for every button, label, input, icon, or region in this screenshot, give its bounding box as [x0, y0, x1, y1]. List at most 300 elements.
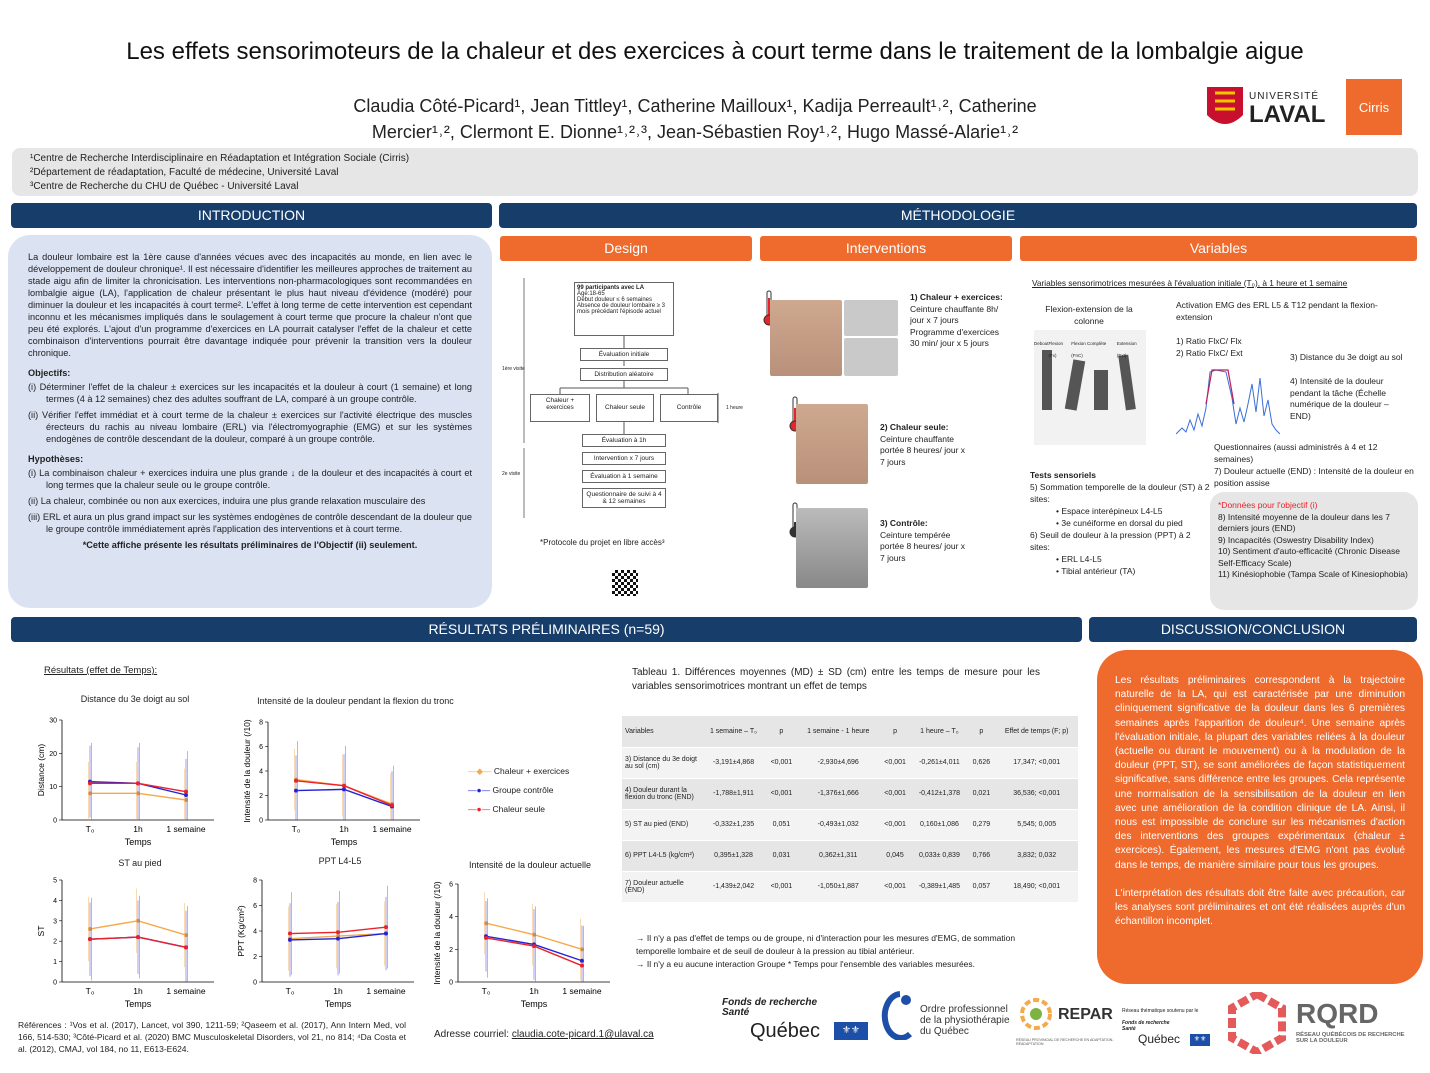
reseau-fleur-de-lis-icon: ⚜⚜ — [1190, 1034, 1210, 1046]
table-cell: -2,930±4,696 — [798, 747, 879, 778]
series-line-1 — [90, 782, 186, 795]
x-tick-label: 1h — [333, 986, 343, 996]
authors-line-2: Mercier¹˒², Clermont E. Dionne¹˒²˒³, Jean-Sébastien Roy¹˒², Hugo Massé-Alarie¹˒² — [371, 122, 1019, 142]
legend-heat-label: Chaleur seule — [492, 804, 545, 814]
emg-title: Activation EMG des ERL L5 & T12 pendant la flexion-extension — [1176, 300, 1378, 322]
table-cell: 0,766 — [967, 840, 995, 871]
x-axis-label: Temps — [124, 837, 152, 847]
variable-4: 4) Intensité de la douleur pendant la tâche (Échelle numérique de la douleur – END) — [1290, 376, 1389, 421]
table-cell: -1,050±1,887 — [798, 871, 879, 902]
y-tick-label: 0 — [259, 817, 263, 825]
table-cell: 0,045 — [879, 840, 912, 871]
y-tick-label: 0 — [253, 979, 257, 987]
table-cell: <0,001 — [765, 871, 798, 902]
table-header-cell: 1 heure – T₀ — [911, 716, 967, 747]
table-row — [622, 871, 1078, 902]
rqrd-logo — [1226, 992, 1416, 1052]
y-tick-label: 2 — [449, 946, 453, 954]
table-cell: 0,160±1,086 — [911, 809, 967, 840]
legend-control-label: Groupe contrôle — [492, 785, 554, 795]
data-point — [184, 945, 188, 949]
series-line-1 — [90, 937, 186, 947]
table-note-2: → Il n'y a eu aucune interaction Groupe * Temps pour l'ensemble des variables mesurées. — [636, 959, 976, 969]
results-subtitle: Résultats (effet de Temps): — [44, 665, 158, 676]
design-header: Design — [500, 236, 752, 261]
table-header-cell: 1 semaine - 1 heure — [798, 716, 879, 747]
sensory-tests-title: Tests sensoriels — [1030, 470, 1096, 480]
table-cell: 36,536; <0,001 — [995, 778, 1078, 809]
objective-i-box — [1210, 492, 1418, 610]
series-line-2 — [290, 927, 386, 933]
oppq-line-3: du Québec — [920, 1026, 969, 1037]
x-tick-label: T₀ — [85, 824, 95, 834]
x-tick-label: 1h — [339, 824, 349, 834]
group-heat-box: Chaleur seule — [596, 394, 654, 422]
variable-8: 8) Intensité moyenne de la douleur dans les 7 derniers jours (END) — [1218, 511, 1391, 533]
frqs-logo — [722, 998, 872, 1048]
photo-exercise-1 — [844, 300, 898, 336]
data-point — [136, 781, 140, 785]
hypothesis-3: (iii) ERL et aura un plus grand impact sur les systèmes endogènes de contrôle descendant de la douleur que le groupe contrôle immédiatement après l'application des interventions et à court terme. — [28, 512, 472, 534]
legend-heat: —●— Chaleur seule — [468, 804, 545, 814]
series-line-2 — [486, 938, 582, 966]
email-line — [434, 1029, 654, 1040]
poster-title: Les effets sensorimoteurs de la chaleur et des exercices à court terme dans le traitement de la lombalgie aigue — [126, 38, 1304, 65]
oppq-text — [920, 1004, 1010, 1037]
repar-subtext: RÉSEAU PROVINCIAL DE RECHERCHE EN ADAPTATION-RÉADAPTATION — [1016, 1038, 1114, 1046]
flex-ext-title: Flexion-extension de la colonne — [1045, 304, 1133, 326]
table-cell: 3,832; 0,032 — [995, 840, 1078, 871]
series-line-2 — [296, 781, 392, 806]
data-point — [384, 932, 388, 936]
visit-1-label: 1ère visite — [502, 366, 525, 372]
interventions-header: Interventions — [760, 236, 1012, 261]
y-axis-label: Intensité de la douleur (/10) — [432, 881, 442, 985]
y-axis-label: PPT (Kg/cm²) — [236, 905, 246, 957]
y-tick-label: 5 — [53, 877, 57, 885]
x-tick-label: T₀ — [481, 986, 491, 996]
fleur-de-lis-icon: ⚜⚜ — [834, 1022, 868, 1040]
series-line-1 — [486, 936, 582, 961]
table-cell: 0,031 — [765, 840, 798, 871]
table-header-cell: Effet de temps (F; p) — [995, 716, 1078, 747]
x-tick-label: 1 semaine — [166, 986, 206, 996]
variable-6-site-2: • Tibial antérieur (TA) — [1056, 566, 1136, 576]
oppq-line-1: Ordre professionnel — [920, 1004, 1008, 1015]
frqs-quebec: Québec — [750, 1020, 821, 1042]
x-tick-label: T₀ — [285, 986, 295, 996]
table-cell: 7) Douleur actuelle (END) — [622, 871, 702, 902]
chart-3-title: ST au pied — [118, 858, 162, 868]
table-row — [622, 840, 1078, 871]
table-cell: 0,057 — [967, 871, 995, 902]
table-note-1: → Il n'y a pas d'effet de temps ou de groupe, ni d'interaction pour les mesures d'EMG, de sommation temporelle lombaire et de seuil de douleur à la pression au tibial antérieur. — [636, 933, 1016, 956]
table-cell: <0,001 — [765, 747, 798, 778]
photo-back-belt-3 — [796, 508, 868, 588]
table-cell: 0,395±1,328 — [702, 840, 765, 871]
data-point — [136, 919, 140, 923]
repar-text: REPAR — [1058, 1006, 1113, 1023]
data-point — [288, 938, 292, 942]
table-cell: <0,001 — [879, 778, 912, 809]
criterion-2: Début douleur ≤ 6 semaines — [577, 297, 653, 303]
data-point — [384, 932, 388, 936]
oppq-symbol-icon — [880, 990, 916, 1040]
reseau-quebec: Québec — [1138, 1032, 1181, 1046]
table-cell: 0,362±1,311 — [798, 840, 879, 871]
table-row — [622, 809, 1078, 840]
legend-heat-exercise: —◆— Chaleur + exercices — [468, 766, 570, 776]
group-heat-exercise-box: Chaleur + exercices — [530, 394, 590, 422]
y-tick-label: 6 — [253, 903, 257, 910]
data-point — [88, 927, 92, 931]
y-tick-label: 4 — [259, 768, 263, 776]
intervention-3-text: Ceinture tempérée portée 8 heures/ jour x 7 jours — [880, 529, 966, 563]
series-line-0 — [90, 793, 186, 800]
references: Références : ¹Vos et al. (2017), Lancet, vol 390, 1211-59; ²Qaseem et al. (2017), Ann Intern Med, vol 166, 514-530; ³Côté-Picard et al. (2020) BMC Musculoskeletal Disorders, vol 21, no 814; ⁴Da Costa et al. (2012), CMAJ, vol 184, no 11, E613-E624. — [18, 1020, 406, 1054]
table-cell: 3) Distance du 3e doigt au sol (cm) — [622, 747, 702, 778]
y-tick-label: 4 — [253, 928, 257, 936]
table-header-row — [622, 716, 1078, 747]
x-axis-label: Temps — [520, 999, 548, 1009]
y-axis-label: Distance (cm) — [36, 743, 46, 797]
table-cell: 0,279 — [967, 809, 995, 840]
table-cell: -1,439±2,042 — [702, 871, 765, 902]
v5-site-1-text: Espace interépineux L4-L5 — [1061, 506, 1163, 516]
x-tick-label: 1 semaine — [562, 986, 602, 996]
chart-legend — [468, 762, 569, 819]
eval-1w-box: Évaluation à 1 semaine — [582, 470, 666, 483]
table-cell: -0,412±1,378 — [911, 778, 967, 809]
data-point — [184, 790, 188, 794]
intervention-7d-box: Intervention x 7 jours — [582, 452, 666, 465]
data-point — [484, 921, 488, 925]
table-cell: <0,001 — [879, 747, 912, 778]
intervention-1-title: 1) Chaleur + exercices: — [910, 292, 1003, 302]
table-cell: 5,545; 0,005 — [995, 809, 1078, 840]
rqrd-symbol-icon — [1226, 992, 1288, 1054]
x-tick-label: 1h — [133, 824, 143, 834]
data-point — [336, 930, 340, 934]
hypothesis-2: (ii) La chaleur, combinée ou non aux exercices, induira une plus grande relaxation musculaire des — [28, 496, 426, 506]
discussion-paragraph-1: Les résultats préliminaires correspondent à la trajectoire naturelle de la LA, qui est caractérisée par une diminution cliniquement significative de la douleur dans les 6 premières semaines après l'apparition de douleur⁴. Une semaine après l'évaluation initiale, la plupart des variables reliées à la douleur (actuelle ou durant le mouvement) ou à la modulation de la douleur (PPT, ST), se sont améliorées de façon statistiquement significative, sans différence entre les groupes. Cela représente une normalisation de la sensibilisation de la douleur en lien avec une amélioration de la condition clinique de LA. Ainsi, il nous est impossible de conclure sur les mécanismes d'action des interventions des groupes expérimentaux (chaleur ± exercices). Également, les mesures d'EMG n'ont pas évolué dans le temps, de manière similaire pour tous les groupes. — [1115, 675, 1405, 871]
table-cell: -0,389±1,485 — [911, 871, 967, 902]
data-point — [342, 787, 346, 791]
data-point — [484, 934, 488, 938]
table-header-cell: 1 semaine – T₀ — [702, 716, 765, 747]
intervention-1-item-1: Ceinture chauffante 8h/ jour x 7 jours — [910, 303, 999, 325]
data-point — [532, 933, 536, 937]
intro-box — [8, 235, 492, 608]
data-point — [484, 936, 488, 940]
oppq-line-2: de la physiothérapie — [920, 1015, 1010, 1026]
data-point — [580, 964, 584, 968]
data-point — [336, 934, 340, 938]
data-point — [88, 937, 92, 941]
x-tick-label: T₀ — [291, 824, 301, 834]
table-header-cell: p — [967, 716, 995, 747]
x-axis-label: Temps — [124, 999, 152, 1009]
intervention-1 — [910, 292, 1010, 350]
y-tick-label: 6 — [259, 744, 263, 751]
variable-3: 3) Distance du 3e doigt au sol — [1290, 352, 1403, 362]
data-point — [136, 935, 140, 939]
x-tick-label: 1 semaine — [372, 824, 412, 834]
data-point — [342, 784, 346, 788]
rqrd-subtext: RÉSEAU QUÉBÉCOIS DE RECHERCHE SUR LA DOULEUR — [1296, 1032, 1405, 1044]
intervention-3-title: 3) Contrôle: — [880, 518, 928, 528]
phase-2: Flexion (Fx) — [1048, 341, 1064, 358]
y-tick-label: 10 — [49, 784, 57, 792]
x-tick-label: 1 semaine — [366, 986, 406, 996]
results-table — [622, 716, 1078, 903]
data-point — [532, 944, 536, 948]
ratio-1: 1) Ratio FlxC/ Flx — [1176, 336, 1242, 346]
variables-panel — [1020, 268, 1420, 613]
eval-1h-box: Évaluation à 1h — [582, 434, 666, 447]
table-cell: -0,261±4,011 — [911, 747, 967, 778]
y-tick-label: 4 — [53, 897, 57, 905]
data-point — [88, 781, 92, 785]
intro-paragraph: La douleur lombaire est la 1ère cause d'années vécues avec des incapacités au monde, en lien avec le développement de douleur chronique¹. Il est nécessaire d'identifier les meilleures approches de traitement au stade aigu afin de limiter la chronicisation. Les interventions non-pharmacologiques sont recommandées en lombalgie aigue (LA), l'application de chaleur présentant le plus haut niveau d'évidence (modéré) pour diminuer la douleur et les incapacités à court terme². L'effet à long terme de cette intervention est cependant inconnu et les mécanismes impliqués dans le soulagement à court terme que procure la chaleur n'ont que peu été explorés. L'ajout d'un programme d'exercices en LA pourrait catalyser l'effet de la chaleur et cette combinaison d'interventions pourrait être davantage indiquée pour prévenir la transition vers la douleur chronique. — [28, 252, 472, 358]
data-point — [136, 935, 140, 939]
x-tick-label: 1h — [133, 986, 143, 996]
data-point — [88, 780, 92, 784]
discussion-box — [1097, 650, 1423, 984]
y-tick-label: 6 — [449, 881, 453, 889]
y-tick-label: 1 — [53, 959, 57, 967]
data-point — [384, 925, 388, 929]
data-point — [342, 784, 346, 788]
objective-i-title: *Données pour l'objectif (i) — [1218, 500, 1318, 510]
laval-bottom-text: LAVAL — [1249, 101, 1326, 128]
series-line-0 — [486, 923, 582, 949]
variable-7: 7) Douleur actuelle (END) : Intensité de la douleur en position assise — [1214, 466, 1414, 488]
x-tick-label: T₀ — [85, 986, 95, 996]
questionnaires-title: Questionnaires (aussi administrés à 4 et 12 semaines) — [1214, 442, 1378, 464]
table-header-cell: p — [765, 716, 798, 747]
series-line-1 — [296, 789, 392, 806]
interventions-panel — [760, 268, 1012, 608]
participants-title: 99 participants avec LA — [577, 285, 645, 291]
chart-5-title: Intensité de la douleur actuelle — [468, 860, 592, 870]
eval-initial-box: Évaluation initiale — [580, 348, 668, 361]
objective-1: (i) Déterminer l'effet de la chaleur ± exercices sur les incapacités et la douleur à court (1 semaine) et long termes (4 à 12 semaines) chez des adultes souffrant de LA, comparé à un groupe contrôle. — [28, 382, 472, 404]
data-point — [294, 779, 298, 783]
variable-5-site-2: • 3e cunéiforme en dorsal du pied — [1056, 518, 1183, 528]
table-caption: Tableau 1. Différences moyennes (MD) ± SD (cm) entre les temps de mesure pour les variables sensorimotrices montrant un effet de temps — [632, 667, 1040, 692]
data-point — [336, 937, 340, 941]
objectives-title: Objectifs: — [28, 368, 71, 378]
y-tick-label: 2 — [53, 938, 57, 946]
data-point — [532, 942, 536, 946]
table-cell: 6) PPT L4-L5 (kg/cm²) — [622, 840, 702, 871]
participants-box — [574, 282, 674, 336]
series-line-1 — [290, 934, 386, 940]
frqs-line-2: Santé — [722, 1007, 750, 1018]
y-axis-label: Intensité de la douleur (/10) — [242, 719, 252, 823]
v5-site-2-text: 3e cunéiforme en dorsal du pied — [1061, 518, 1183, 528]
results-header: RÉSULTATS PRÉLIMINAIRES (n=59) — [11, 617, 1082, 642]
discussion-paragraph-2: L'interprétation des résultats doit être faite avec précaution, car les analyses sont préliminaires et ont été réalisées auprès d'un échantillon incomplet. — [1115, 887, 1405, 928]
authors-line-1: Claudia Côté-Picard¹, Jean Tittley¹, Catherine Mailloux¹, Kadija Perreault¹˒², Catherine — [353, 96, 1037, 116]
intervention-3 — [880, 518, 970, 564]
data-point — [288, 932, 292, 936]
intro-note: *Cette affiche présente les résultats préliminaires de l'Objectif (ii) seulement. — [82, 540, 418, 550]
variable-9: 9) Incapacités (Oswestry Disability Index) — [1218, 534, 1374, 545]
series-line-0 — [290, 934, 386, 939]
discussion-header: DISCUSSION/CONCLUSION — [1089, 617, 1417, 642]
flex-phases — [1034, 338, 1146, 361]
table-cell: 0,051 — [765, 809, 798, 840]
y-tick-label: 2 — [253, 954, 257, 961]
reseau-frqs-1: Fonds de recherche — [1122, 1020, 1170, 1026]
intervention-2-text: Ceinture chauffante portée 8 heures/ jour x 7 jours — [880, 433, 966, 467]
table-cell: -0,332±1,235 — [702, 809, 765, 840]
x-axis-label: Temps — [324, 999, 352, 1009]
one-hour-label: 1 heure — [726, 405, 743, 411]
data-point — [184, 798, 188, 802]
table-cell: 0,033± 0,839 — [911, 840, 967, 871]
table-cell: <0,001 — [765, 778, 798, 809]
v6-site-1-text: ERL L4-L5 — [1061, 554, 1102, 564]
y-tick-label: 0 — [449, 979, 453, 987]
reseau-text: Réseau thématique soutenu par le — [1122, 1008, 1199, 1014]
legend-heat-exercise-label: Chaleur + exercices — [493, 766, 570, 776]
series-line-0 — [296, 780, 392, 805]
table-cell: 17,347; <0,001 — [995, 747, 1078, 778]
methodo-header: MÉTHODOLOGIE — [499, 203, 1417, 228]
data-point — [390, 802, 394, 806]
series-line-2 — [90, 783, 186, 791]
email-link[interactable]: claudia.cote-picard.1@ulaval.ca — [511, 1029, 654, 1040]
table-cell: -0,493±1,032 — [798, 809, 879, 840]
affiliations — [12, 148, 1418, 196]
questionnaire-box: Questionnaire de suivi à 4 & 12 semaines — [582, 488, 666, 508]
v6-site-2-text: Tibial antérieur (TA) — [1061, 566, 1136, 576]
reseau-frqs-2: Santé — [1122, 1026, 1136, 1032]
objective-2: (ii) Vérifier l'effet immédiat et à court terme de la chaleur ± exercices sur l'activité électrique des muscles érecteurs du rachis au niveau lombaire (ERL) via l'électromyographie (EMG) et sur les systèmes endogènes de contrôle descendant de la douleur, comparé à un groupe contrôle. — [28, 410, 472, 444]
authors — [260, 93, 1130, 145]
intervention-1-item-2: Programme d'exercices 30 min/ jour x 5 jours — [910, 326, 1000, 348]
chart-2-title: Intensité de la douleur pendant la flexion du tronc — [257, 696, 454, 706]
y-tick-label: 8 — [259, 719, 263, 727]
criterion-1: Âge:18-65 — [577, 291, 605, 297]
photo-exercise-2 — [844, 338, 898, 376]
data-point — [136, 791, 140, 795]
table-cell: -3,191±4,868 — [702, 747, 765, 778]
variable-5-site-1: • Espace interépineux L4-L5 — [1056, 506, 1163, 516]
data-point — [294, 789, 298, 793]
y-tick-label: 8 — [253, 877, 257, 885]
y-axis-label: ST — [36, 925, 46, 937]
repar-logo — [1016, 992, 1116, 1050]
photo-back-belt-2 — [796, 404, 868, 484]
table-cell: -1,376±1,666 — [798, 778, 879, 809]
data-point — [88, 937, 92, 941]
data-point — [580, 959, 584, 963]
phase-3: Flexion Complète (FnC) — [1071, 341, 1107, 358]
hypothesis-1: (i) La combinaison chaleur + exercices induira une plus grande ↓ de la douleur et des incapacités à court et long termes que la chaleur seule ou le groupe contrôle. — [28, 468, 472, 490]
variable-5: 5) Sommation temporelle de la douleur (ST) à 2 sites: — [1030, 482, 1210, 504]
series-line-0 — [90, 921, 186, 935]
variable-6: 6) Seuil de douleur à la pression (PPT) à 2 sites: — [1030, 530, 1191, 552]
table-cell: 0,626 — [967, 747, 995, 778]
variables-header-text: Variables sensorimotrices mesurées à l'évaluation initiale (T₀), à 1 heure et 1 semaine — [1032, 278, 1348, 288]
intervention-2-title: 2) Chaleur seule: — [880, 422, 949, 432]
cirris-logo: Cirris — [1346, 79, 1402, 135]
y-tick-label: 20 — [49, 750, 57, 758]
table-row — [622, 747, 1078, 778]
group-control-box: Contrôle — [660, 394, 718, 422]
frqs-line-1: Fonds de recherche — [722, 997, 818, 1008]
table-cell: <0,001 — [879, 871, 912, 902]
table-cell: 4) Douleur durant la flexion du tronc (END) — [622, 778, 702, 809]
table-cell: -1,788±1,911 — [702, 778, 765, 809]
data-point — [390, 803, 394, 807]
table-cell: <0,001 — [879, 809, 912, 840]
series-line-2 — [90, 937, 186, 947]
y-tick-label: 3 — [53, 918, 57, 926]
rqrd-text: RQRD — [1296, 998, 1379, 1029]
table-header-cell: Variables — [622, 716, 702, 747]
ratio-2: 2) Ratio FlxC/ Ext — [1176, 348, 1243, 358]
data-point — [88, 791, 92, 795]
table-cell: 5) ST au pied (END) — [622, 809, 702, 840]
emg-signal-graphic — [1176, 364, 1280, 438]
data-point — [184, 933, 188, 937]
variable-6-site-1: • ERL L4-L5 — [1056, 554, 1102, 564]
visit-2-label: 2e visite — [502, 471, 521, 477]
chart-1-title: Distance du 3e doigt au sol — [80, 694, 190, 704]
design-flowchart — [500, 268, 752, 608]
y-tick-label: 30 — [49, 717, 57, 725]
repar-symbol-icon — [1016, 992, 1056, 1036]
legend-control: —●— Groupe contrôle — [468, 785, 554, 795]
y-tick-label: 2 — [259, 793, 263, 800]
results-table-wrap — [622, 716, 1078, 903]
data-point — [390, 805, 394, 809]
data-point — [136, 781, 140, 785]
y-tick-label: 0 — [53, 979, 57, 987]
distribution-box: Distribution aléatoire — [580, 368, 668, 381]
y-tick-label: 0 — [53, 817, 57, 825]
data-point — [184, 793, 188, 797]
x-tick-label: 1h — [529, 986, 539, 996]
x-axis-label: Temps — [330, 837, 358, 847]
email-label: Adresse courriel: — [434, 1029, 512, 1040]
variable-11: 11) Kinésiophobie (Tampa Scale of Kinesiophobia) — [1218, 569, 1408, 579]
criterion-3: Absence de douleur lombaire ≥ 3 mois précédant l'épisode actuel — [577, 303, 666, 315]
chart-4-title: PPT L4-L5 — [318, 856, 362, 866]
hypotheses-title: Hypothèses: — [28, 454, 84, 464]
phase-4: Extension (Ext) — [1116, 341, 1137, 358]
data-point — [288, 937, 292, 941]
phase-1: Debout — [1034, 341, 1049, 346]
affiliation-3: ³Centre de Recherche du CHU de Québec - Université Laval — [30, 181, 299, 192]
oppq-logo — [880, 990, 1010, 1042]
intervention-2 — [880, 422, 970, 468]
reseau-thematique-logo — [1122, 1008, 1212, 1052]
photo-back-belt-1 — [770, 300, 842, 376]
data-point — [184, 945, 188, 949]
variable-10: 10) Sentiment d'auto-efficacité (Chronic Disease Self-Efficacy Scale) — [1218, 546, 1400, 568]
table-cell: 18,490; <0,001 — [995, 871, 1078, 902]
affiliation-2: ²Département de réadaptation, Faculté de médecine, Université Laval — [30, 167, 339, 178]
y-tick-label: 4 — [449, 914, 453, 922]
qr-code[interactable] — [612, 570, 638, 596]
table-row — [622, 778, 1078, 809]
